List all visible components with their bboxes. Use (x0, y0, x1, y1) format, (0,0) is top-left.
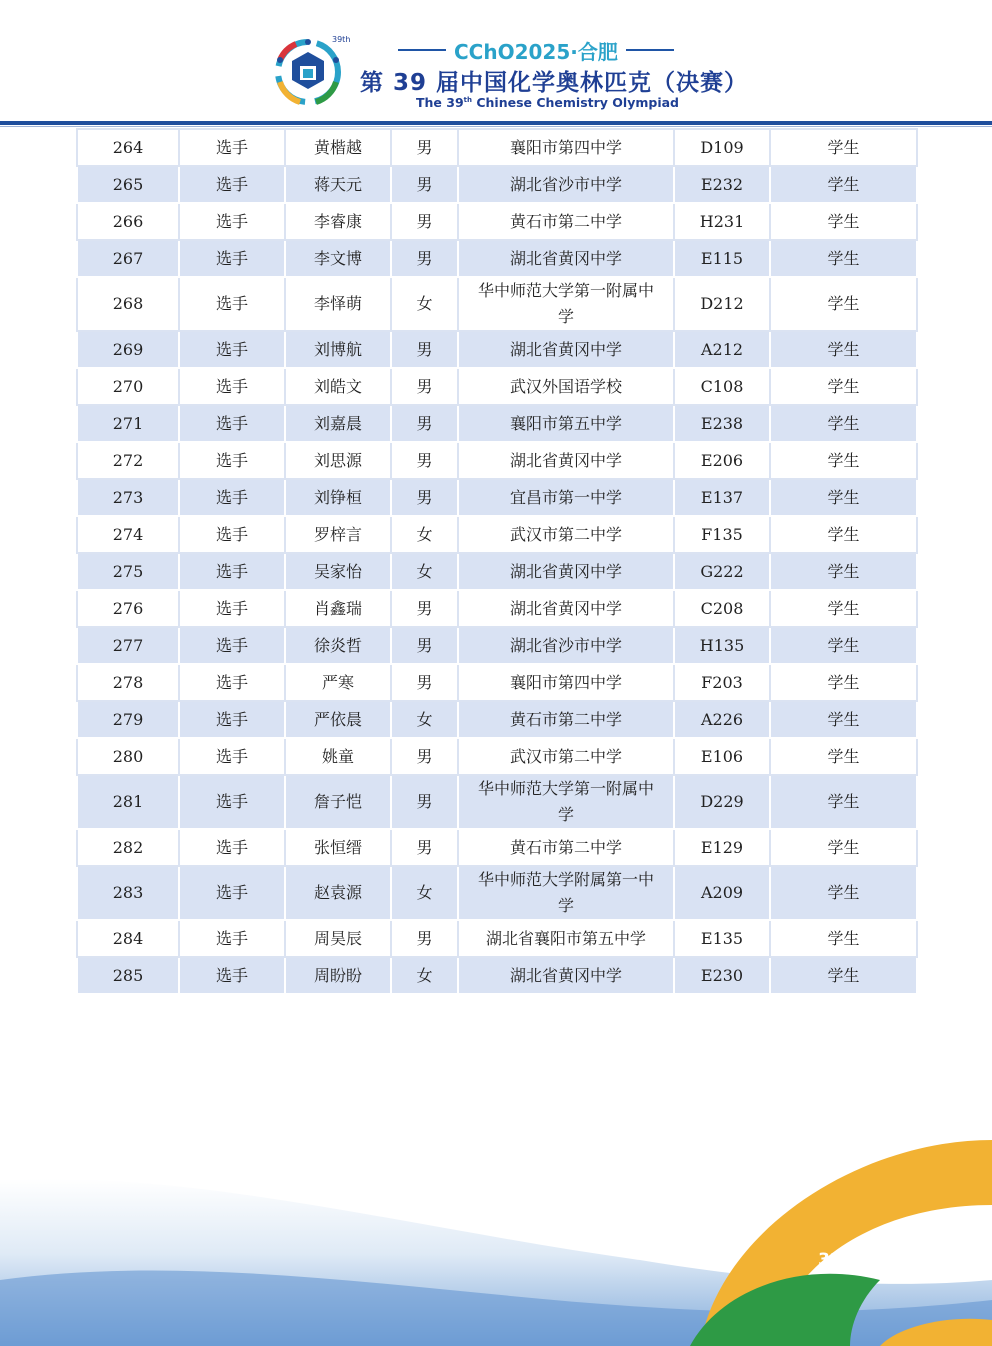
name-cell: 刘铮桓 (285, 479, 391, 516)
brand-rule-left (398, 49, 446, 51)
table-row (77, 331, 917, 368)
row-number-cell: 264 (77, 129, 179, 166)
school-cell: 襄阳市第五中学 (458, 405, 674, 442)
seat-cell: E238 (674, 405, 770, 442)
header-brand-line (398, 36, 674, 64)
school-cell: 黄石市第二中学 (458, 701, 674, 738)
row-number-cell: 280 (77, 738, 179, 775)
role-cell: 选手 (179, 775, 285, 829)
gender-cell: 男 (391, 627, 458, 664)
gender-cell: 男 (391, 775, 458, 829)
status-cell: 学生 (770, 738, 917, 775)
school-cell: 武汉市第二中学 (458, 516, 674, 553)
row-number-cell: 265 (77, 166, 179, 203)
header-divider-thin (0, 126, 992, 127)
table-row (77, 516, 917, 553)
name-cell: 李文博 (285, 240, 391, 277)
school-cell: 湖北省沙市中学 (458, 627, 674, 664)
seat-cell: H135 (674, 627, 770, 664)
name-cell: 罗梓言 (285, 516, 391, 553)
table-row (77, 664, 917, 701)
role-cell: 选手 (179, 920, 285, 957)
role-cell: 选手 (179, 664, 285, 701)
row-number-cell: 271 (77, 405, 179, 442)
status-cell: 学生 (770, 331, 917, 368)
role-cell: 选手 (179, 829, 285, 866)
table-row (77, 442, 917, 479)
gender-cell: 男 (391, 240, 458, 277)
row-number-cell: 284 (77, 920, 179, 957)
name-cell: 肖鑫瑞 (285, 590, 391, 627)
name-cell: 刘嘉晨 (285, 405, 391, 442)
table-row (77, 738, 917, 775)
logo-badge-text: 39th (332, 35, 350, 44)
row-number-cell: 279 (77, 701, 179, 738)
row-number-cell: 282 (77, 829, 179, 866)
seat-cell: F135 (674, 516, 770, 553)
table-row (77, 166, 917, 203)
role-cell: 选手 (179, 405, 285, 442)
gender-cell: 男 (391, 479, 458, 516)
seat-cell: E232 (674, 166, 770, 203)
name-cell: 吴家怡 (285, 553, 391, 590)
seat-cell: E230 (674, 957, 770, 994)
name-cell: 周盼盼 (285, 957, 391, 994)
status-cell: 学生 (770, 590, 917, 627)
table-row (77, 627, 917, 664)
name-cell: 周昊辰 (285, 920, 391, 957)
gender-cell: 男 (391, 166, 458, 203)
role-cell: 选手 (179, 240, 285, 277)
row-number-cell: 270 (77, 368, 179, 405)
brand-name: CChO2025·合肥 (454, 39, 618, 64)
school-cell: 湖北省黄冈中学 (458, 240, 674, 277)
school-cell: 湖北省黄冈中学 (458, 331, 674, 368)
participant-table (76, 128, 918, 995)
role-cell: 选手 (179, 166, 285, 203)
row-number-cell: 273 (77, 479, 179, 516)
school-cell: 湖北省黄冈中学 (458, 553, 674, 590)
seat-cell: A212 (674, 331, 770, 368)
seat-cell: D109 (674, 129, 770, 166)
school-cell: 武汉外国语学校 (458, 368, 674, 405)
role-cell: 选手 (179, 442, 285, 479)
status-cell: 学生 (770, 166, 917, 203)
brand-rule-right (626, 49, 674, 51)
table-row (77, 277, 917, 331)
role-cell: 选手 (179, 479, 285, 516)
table-row (77, 479, 917, 516)
status-cell: 学生 (770, 516, 917, 553)
status-cell: 学生 (770, 553, 917, 590)
school-cell: 武汉市第二中学 (458, 738, 674, 775)
row-number-cell: 278 (77, 664, 179, 701)
name-cell: 刘皓文 (285, 368, 391, 405)
name-cell: 李睿康 (285, 203, 391, 240)
row-number-cell: 266 (77, 203, 179, 240)
seat-cell: G222 (674, 553, 770, 590)
school-cell: 襄阳市第四中学 (458, 129, 674, 166)
table-row (77, 405, 917, 442)
seat-cell: A226 (674, 701, 770, 738)
name-cell: 严依晨 (285, 701, 391, 738)
page-header (0, 0, 992, 128)
table-row (77, 957, 917, 994)
status-cell: 学生 (770, 203, 917, 240)
row-number-cell: 277 (77, 627, 179, 664)
table-row (77, 829, 917, 866)
school-cell: 湖北省襄阳市第五中学 (458, 920, 674, 957)
seat-cell: E115 (674, 240, 770, 277)
seat-cell: D212 (674, 277, 770, 331)
school-cell: 黄石市第二中学 (458, 203, 674, 240)
gender-cell: 男 (391, 129, 458, 166)
table-row (77, 203, 917, 240)
participant-table-body (77, 129, 917, 994)
status-cell: 学生 (770, 775, 917, 829)
name-cell: 李怿萌 (285, 277, 391, 331)
seat-cell: H231 (674, 203, 770, 240)
table-row (77, 775, 917, 829)
table-row (77, 590, 917, 627)
role-cell: 选手 (179, 957, 285, 994)
row-number-cell: 281 (77, 775, 179, 829)
status-cell: 学生 (770, 829, 917, 866)
row-number-cell: 272 (77, 442, 179, 479)
seat-cell: E135 (674, 920, 770, 957)
gender-cell: 男 (391, 829, 458, 866)
footer-decoration (0, 1110, 992, 1346)
table-row (77, 866, 917, 920)
title-english: The 39th Chinese Chemistry Olympiad (416, 95, 679, 110)
name-cell: 刘思源 (285, 442, 391, 479)
status-cell: 学生 (770, 442, 917, 479)
table-row (77, 368, 917, 405)
table-row (77, 240, 917, 277)
name-cell: 徐炎哲 (285, 627, 391, 664)
status-cell: 学生 (770, 701, 917, 738)
name-cell: 姚童 (285, 738, 391, 775)
role-cell: 选手 (179, 331, 285, 368)
gender-cell: 男 (391, 442, 458, 479)
school-cell: 湖北省黄冈中学 (458, 590, 674, 627)
school-cell: 宜昌市第一中学 (458, 479, 674, 516)
name-cell: 严寒 (285, 664, 391, 701)
gender-cell: 女 (391, 553, 458, 590)
row-number-cell: 268 (77, 277, 179, 331)
row-number-cell: 285 (77, 957, 179, 994)
row-number-cell: 283 (77, 866, 179, 920)
row-number-cell: 269 (77, 331, 179, 368)
seat-cell: E106 (674, 738, 770, 775)
school-cell: 湖北省黄冈中学 (458, 957, 674, 994)
gender-cell: 男 (391, 664, 458, 701)
seat-cell: E206 (674, 442, 770, 479)
cho-logo-icon (266, 30, 350, 114)
status-cell: 学生 (770, 129, 917, 166)
title-chinese: 第 39 届中国化学奥林匹克（决赛） (360, 70, 749, 96)
seat-cell: F203 (674, 664, 770, 701)
gender-cell: 男 (391, 738, 458, 775)
name-cell: 赵袁源 (285, 866, 391, 920)
name-cell: 詹子恺 (285, 775, 391, 829)
gender-cell: 女 (391, 701, 458, 738)
status-cell: 学生 (770, 368, 917, 405)
school-cell: 华中师范大学第一附属中学 (458, 775, 674, 829)
gender-cell: 男 (391, 590, 458, 627)
seat-cell: C208 (674, 590, 770, 627)
seat-cell: D229 (674, 775, 770, 829)
table-row (77, 553, 917, 590)
school-cell: 襄阳市第四中学 (458, 664, 674, 701)
role-cell: 选手 (179, 738, 285, 775)
gender-cell: 男 (391, 405, 458, 442)
role-cell: 选手 (179, 590, 285, 627)
gender-cell: 男 (391, 203, 458, 240)
role-cell: 选手 (179, 701, 285, 738)
role-cell: 选手 (179, 368, 285, 405)
name-cell: 黄楷越 (285, 129, 391, 166)
gender-cell: 男 (391, 920, 458, 957)
row-number-cell: 276 (77, 590, 179, 627)
status-cell: 学生 (770, 240, 917, 277)
school-cell: 黄石市第二中学 (458, 829, 674, 866)
seat-cell: E129 (674, 829, 770, 866)
gender-cell: 男 (391, 331, 458, 368)
seat-cell: C108 (674, 368, 770, 405)
header-divider (0, 121, 992, 125)
gender-cell: 女 (391, 957, 458, 994)
status-cell: 学生 (770, 277, 917, 331)
school-cell: 湖北省沙市中学 (458, 166, 674, 203)
row-number-cell: 274 (77, 516, 179, 553)
role-cell: 选手 (179, 516, 285, 553)
status-cell: 学生 (770, 920, 917, 957)
role-cell: 选手 (179, 627, 285, 664)
table-row (77, 129, 917, 166)
table-row (77, 701, 917, 738)
name-cell: 刘博航 (285, 331, 391, 368)
school-cell: 湖北省黄冈中学 (458, 442, 674, 479)
school-cell: 华中师范大学第一附属中学 (458, 277, 674, 331)
table-row (77, 920, 917, 957)
status-cell: 学生 (770, 627, 917, 664)
seat-cell: A209 (674, 866, 770, 920)
status-cell: 学生 (770, 479, 917, 516)
gender-cell: 女 (391, 516, 458, 553)
gender-cell: 女 (391, 277, 458, 331)
status-cell: 学生 (770, 957, 917, 994)
status-cell: 学生 (770, 405, 917, 442)
row-number-cell: 267 (77, 240, 179, 277)
role-cell: 选手 (179, 866, 285, 920)
gender-cell: 女 (391, 866, 458, 920)
seat-cell: E137 (674, 479, 770, 516)
role-cell: 选手 (179, 203, 285, 240)
status-cell: 学生 (770, 866, 917, 920)
row-number-cell: 275 (77, 553, 179, 590)
role-cell: 选手 (179, 553, 285, 590)
page-number: 32 (818, 1250, 842, 1270)
status-cell: 学生 (770, 664, 917, 701)
school-cell: 华中师范大学附属第一中学 (458, 866, 674, 920)
role-cell: 选手 (179, 277, 285, 331)
name-cell: 张恒缙 (285, 829, 391, 866)
gender-cell: 男 (391, 368, 458, 405)
role-cell: 选手 (179, 129, 285, 166)
name-cell: 蒋天元 (285, 166, 391, 203)
